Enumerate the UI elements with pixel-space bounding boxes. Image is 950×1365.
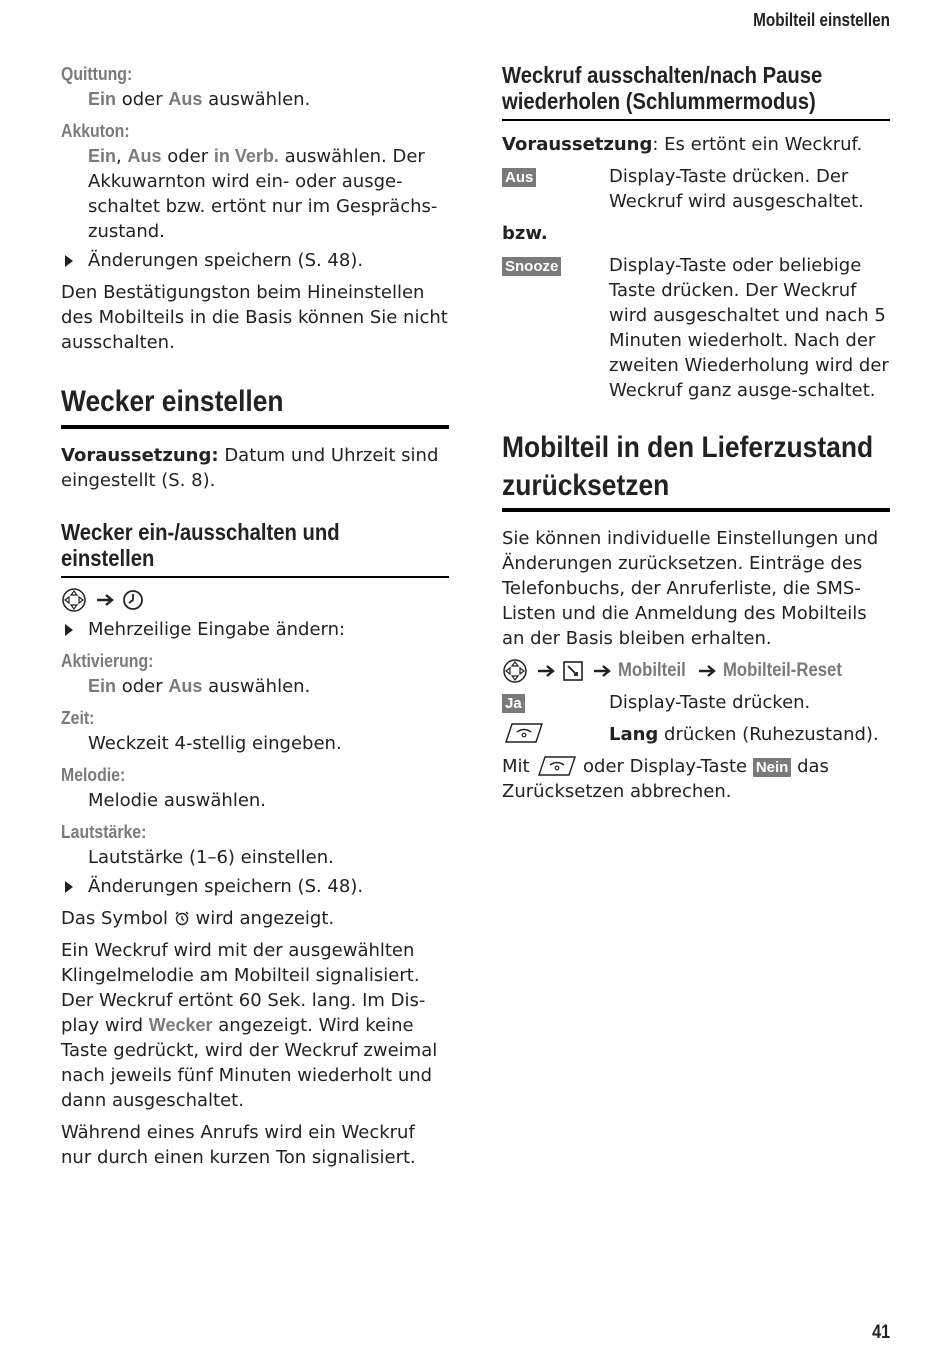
bullet-triangle-icon xyxy=(65,624,73,636)
reset-heading-line1: Mobilteil in den Lieferzustand xyxy=(502,431,874,464)
aus-desc: Display-Taste drücken. Der Weckruf wird ausgeschaltet. xyxy=(609,166,864,212)
save-step-2: Änderungen speichern (S. 48). xyxy=(61,874,449,899)
wecker-heading: Wecker einstellen xyxy=(61,385,284,418)
running-header: Mobilteil einstellen xyxy=(753,10,890,30)
ja-row xyxy=(502,690,890,715)
reset-nav-path xyxy=(502,658,890,684)
cancel-reset-note: Mit oder Display-Taste Nein das Zurücksetzen abbrechen. xyxy=(502,756,829,802)
save-step-1: Änderungen speichern (S. 48). xyxy=(61,248,449,273)
bzw-text: bzw. xyxy=(502,223,548,244)
wecker-nav-path xyxy=(61,587,449,613)
akkuton-label: Akkuton: xyxy=(61,121,130,141)
quittung-label: Quittung: xyxy=(61,64,133,84)
end-key-desc: Lang drücken (Ruhezustand). xyxy=(609,724,879,745)
wecker-onoff-heading-line1: Wecker ein-/ausschalten und xyxy=(61,519,340,545)
symbol-note: Das Symbol wird angezeigt. xyxy=(61,908,335,929)
right-column xyxy=(502,62,890,804)
melodie-desc: Melodie auswählen. xyxy=(88,790,267,811)
reset-heading-line2: zurücksetzen xyxy=(502,469,670,502)
arrow-right-icon xyxy=(590,661,616,681)
left-column xyxy=(61,62,449,1170)
wecker-prerequisite: Voraussetzung: Datum und Uhrzeit sind eingestellt (S. 8). xyxy=(61,445,439,491)
ja-softkey: Ja xyxy=(502,694,525,713)
arrow-right-icon xyxy=(695,661,721,681)
menu-mobilteil: Mobilteil xyxy=(618,660,686,681)
menu-mobilteil-reset: Mobilteil-Reset xyxy=(723,660,842,681)
arrow-right-icon xyxy=(534,661,560,681)
arrow-right-icon xyxy=(93,590,119,610)
lautstaerke-desc: Lautstärke (1–6) einstellen. xyxy=(88,847,334,868)
aus-row xyxy=(502,164,890,214)
reset-description: Sie können individuelle Einstellungen und Änderungen zurücksetzen. Einträge des Telefonbuchs, der Anruferliste, die SMS-Listen und die Anmeldung des Mobilteils an der Basis bleiben erhalten. xyxy=(502,528,879,649)
navigation-key-icon xyxy=(61,587,87,613)
settings-tool-icon xyxy=(562,660,584,682)
alarm-clock-icon xyxy=(174,910,190,926)
wecker-onoff-heading-block xyxy=(61,519,449,578)
akkuton-desc: Ein, Aus oder in Verb. auswählen. Der Akkuwarnton wird ein- oder ausge-schaltet bzw. ertönt nur im Gesprächs-zustand. xyxy=(88,146,438,242)
zeit-desc: Weckzeit 4-stellig eingeben. xyxy=(88,733,342,754)
melodie-label: Melodie: xyxy=(61,765,126,785)
bullet-triangle-icon xyxy=(65,881,73,893)
end-call-key-icon xyxy=(535,755,577,777)
aktivierung-desc: Ein oder Aus auswählen. xyxy=(88,676,311,697)
quittung-desc: Ein oder Aus auswählen. xyxy=(88,89,311,110)
aus-softkey: Aus xyxy=(502,168,536,187)
end-call-key-icon xyxy=(502,722,544,744)
multiline-step: Mehrzeilige Eingabe ändern: xyxy=(61,617,449,642)
clock-icon xyxy=(121,588,145,612)
ja-desc: Display-Taste drücken. xyxy=(609,692,811,713)
bullet-triangle-icon xyxy=(65,255,73,267)
call-alarm-note: Während eines Anrufs wird ein Weckruf nur durch einen kurzen Ton signalisiert. xyxy=(61,1122,416,1168)
snooze-desc: Display-Taste oder beliebige Taste drücken. Der Weckruf wird ausgeschaltet und nach 5 Minuten wiederholt. Nach der zweiten Wiederholung wird der Weckruf ganz ausge-schaltet. xyxy=(609,255,889,401)
snooze-softkey: Snooze xyxy=(502,257,561,276)
wecker-onoff-heading-line2: einstellen xyxy=(61,545,155,571)
snooze-row xyxy=(502,253,890,403)
snooze-prerequisite: Voraussetzung: Es ertönt ein Weckruf. xyxy=(502,134,863,155)
nein-softkey: Nein xyxy=(753,758,792,777)
zeit-label: Zeit: xyxy=(61,708,95,728)
page-number: 41 xyxy=(872,1322,890,1343)
snooze-heading-block xyxy=(502,62,890,121)
navigation-key-icon xyxy=(502,658,528,684)
snooze-heading-line1: Weckruf ausschalten/nach Pause xyxy=(502,62,823,88)
snooze-heading-line2: wiederholen (Schlummermodus) xyxy=(502,88,816,114)
confirmation-tone-note: Den Bestätigungston beim Hineinstellen des Mobilteils in die Basis können Sie nicht ausschalten. xyxy=(61,282,448,353)
lautstaerke-label: Lautstärke: xyxy=(61,822,147,842)
reset-heading-block xyxy=(502,429,890,512)
wecker-heading-block xyxy=(61,383,449,429)
weckruf-description: Ein Weckruf wird mit der ausgewählten Klingelmelodie am Mobilteil signalisiert. Der Weckruf ertönt 60 Sek. lang. Im Dis-play wird Wecker angezeigt. Wird keine Taste gedrückt, wird der Weckruf zweimal nach jeweils fünf Minuten wiederholt und dann ausgeschaltet. xyxy=(61,940,438,1111)
end-key-row xyxy=(502,722,890,747)
aktivierung-label: Aktivierung: xyxy=(61,651,154,671)
